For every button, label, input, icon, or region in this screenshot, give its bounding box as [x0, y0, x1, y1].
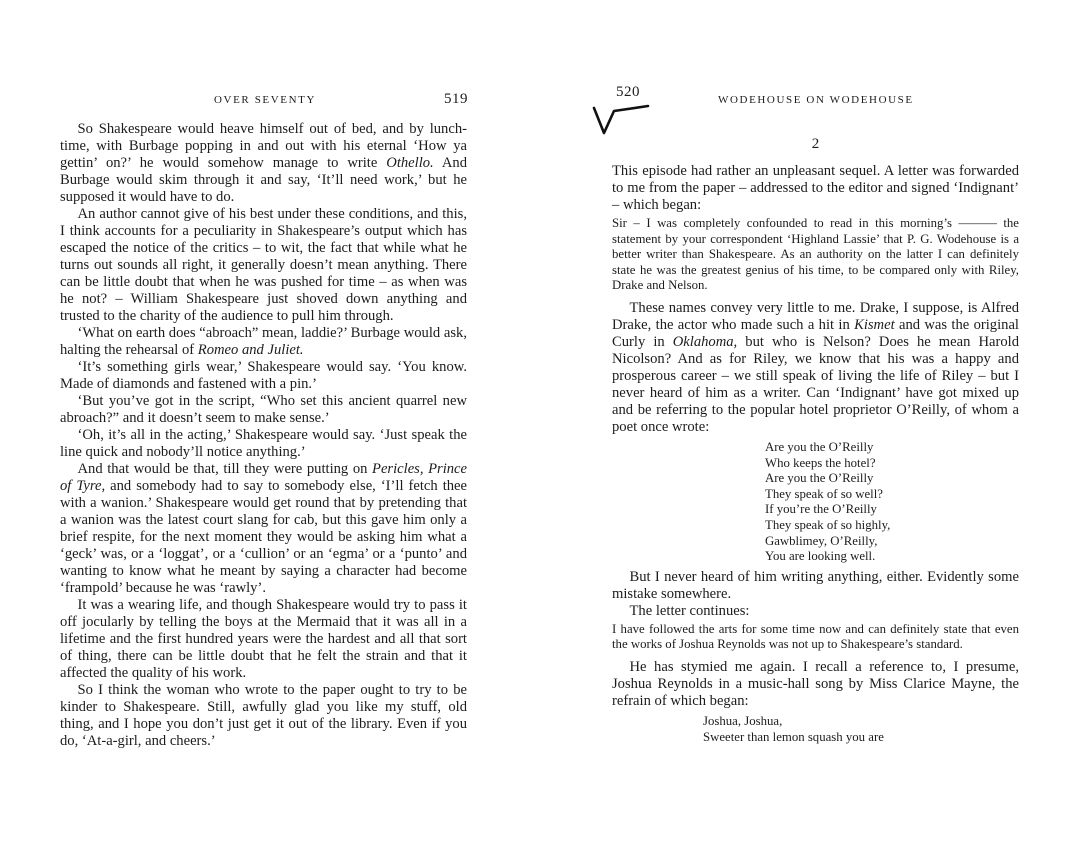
verse-line: Who keeps the hotel?	[765, 455, 876, 470]
paragraph: So I think the woman who wrote to the paper ought to try to be kinder to Shakespeare. Still, awfully glad you like my stuff, old thing, and I hope you don’t just get it out of the library. Even if you do, ‘At-a-girl, and cheers.’	[60, 682, 467, 749]
paragraph: ‘Oh, it’s all in the acting,’ Shakespeare would say. ‘Just speak the line quick and nobody’ll notice anything.’	[60, 427, 467, 460]
paragraph-stymied: He has stymied me again. I recall a reference to, I presume, Joshua Reynolds in a music-hall song by Miss Clarice Mayne, the refrain of which began:	[612, 658, 1019, 709]
page-number-right: 520	[616, 84, 640, 100]
running-head-right: WODEHOUSE ON WODEHOUSE	[718, 94, 914, 106]
paragraph: ‘It’s something girls wear,’ Shakespeare would say. ‘You know. Made of diamonds and fastened with a pin.’	[60, 359, 467, 392]
paragraph: It was a wearing life, and though Shakespeare would try to pass it off jocularly by telling the boys at the Mermaid that it was all in a lifetime and the first hundred years were the hardest and all that sort of thing, there can be little doubt that he felt the strain and that it affected the quality of his work.	[60, 597, 467, 681]
paragraph-never-heard: But I never heard of him writing anything, either. Evidently some mistake somewhere.	[612, 568, 1019, 602]
paragraph: So Shakespeare would heave himself out of bed, and by lunch-time, with Burbage popping in and out with his eternal ‘How ya gettin’ on?’ he would somehow manage to write Othello. And Burbage would skim through it and say, ‘It’ll need work,’ but he supposed it would have to do.	[60, 121, 467, 205]
letter-quote-continued	[612, 622, 1019, 653]
page-number-left: 519	[444, 91, 468, 107]
right-page	[544, 0, 1088, 850]
paragraph: An author cannot give of his best under these conditions, and this, I think accounts for a peculiarity in Shakespeare’s output which has escaped the notice of the critics – to wit, the fact that while what he turns out sounds all right, it generally doesn’t mean anything. There can be little doubt that when he was pushed for time – as when was he not? – William Shakespeare just shoved down anything and trusted to the charity of the audience to pull him through.	[60, 206, 467, 324]
verse-line: If you’re the O’Reilly	[765, 502, 877, 517]
paragraph: ‘What on earth does “abroach” mean, laddie?’ Burbage would ask, halting the rehearsal of Romeo and Juliet.	[60, 325, 467, 358]
section-number: 2	[811, 136, 820, 152]
oreilly-verse	[765, 440, 1019, 565]
running-head-left: OVER SEVENTY	[214, 94, 317, 106]
handwritten-mark	[590, 100, 670, 140]
verse-line: Gawblimey, O’Reilly,	[765, 533, 878, 548]
letter-quote	[612, 216, 1019, 294]
verse-line: They speak of so well?	[765, 486, 883, 501]
verse-line: Sweeter than lemon squash you are	[703, 729, 884, 744]
paragraph-letter-continues: The letter continues:	[629, 602, 750, 619]
paragraph-names: These names convey very little to me. Drake, I suppose, is Alfred Drake, the actor who made such a hit in Kismet and was the original Curly in Oklahoma, but who is Nelson? Does he mean Harold Nicolson? And as for Riley, we know that his was a happy and prosperous career – we still speak of living the life of Riley – but I never heard of him as a writer. Can ‘Indignant’ have got mixed up and be referring to the popular hotel proprietor O’Reilly, of whom a poet once wrote:	[612, 299, 1020, 435]
paragraph: And that would be that, till they were putting on Pericles, Prince of Tyre, and somebody had to say to somebody else, ‘I’ll fetch thee with a wanion.’ Shakespeare would get round that by pretending that a wanion was the latest court slang for cab, but this gave him only a brief respite, for the next moment they would be asking him what a ‘geck’ was, or a ‘loggat’, or a ‘cullion’ or an ‘egma’ or a ‘punto’ and wanting to know what he meant by saying a character had become ‘frampold’ because he was ‘rawly’.	[60, 461, 468, 596]
left-body-text	[60, 121, 467, 750]
opening-paragraph: This episode had rather an unpleasant sequel. A letter was forwarded to me from the paper – addressed to the editor and signed ‘Indignant’ – which began:	[612, 163, 1019, 213]
verse-line: Are you the O’Reilly	[765, 439, 874, 454]
letter-quote-text: Sir – I was completely confounded to read in this morning’s ——— the statement by your correspondent ‘Highland Lassie’ that P. G. Wodehouse is a better writer than Shakespeare. As an authority on the latter I can definitely state he was the greatest genius of his time, to be compared only with Riley, Drake and Nelson.	[612, 216, 1019, 293]
verse-line: You are looking well.	[765, 549, 876, 564]
verse-line: They speak of so highly,	[765, 517, 891, 532]
joshua-verse	[703, 714, 1019, 745]
right-body-text	[612, 136, 1019, 745]
paragraph: ‘But you’ve got in the script, “Who set this ancient quarrel new abroach?” and it doesn’t seem to make sense.’	[60, 393, 467, 426]
letter-quote-continued-text: I have followed the arts for some time now and can definitely state that even the works of Joshua Reynolds was not up to Shakespeare’s standard.	[612, 621, 1019, 652]
verse-line: Are you the O’Reilly	[765, 471, 874, 486]
verse-line: Joshua, Joshua,	[703, 713, 783, 728]
